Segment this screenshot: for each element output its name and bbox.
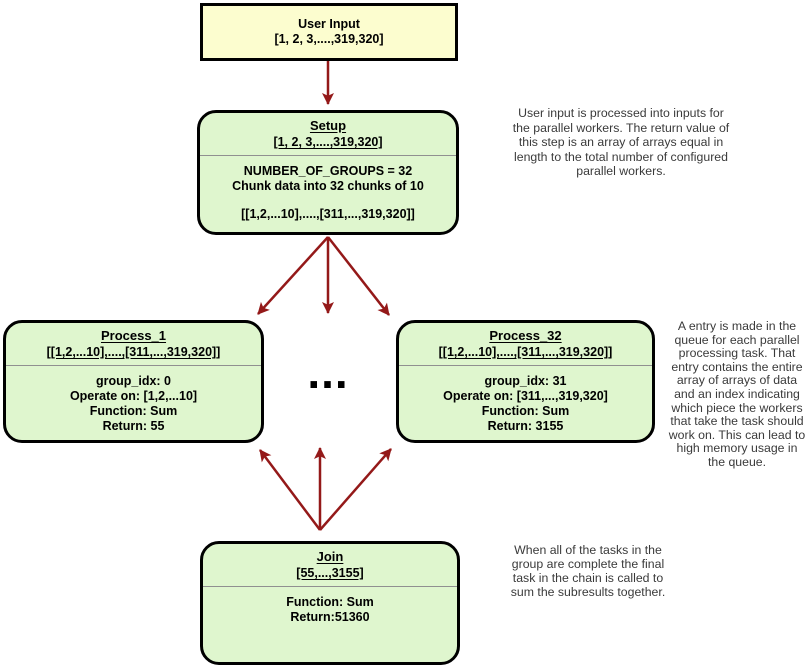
setup-body [200,156,456,222]
annotation-line: sum the subresults together. [510,585,666,599]
process-32-body [399,366,652,434]
join-input-array: [55,...,3155] [296,566,364,580]
node-process-1 [3,320,264,443]
process-32-title: Process_32 [489,328,562,343]
process-1-body-line: group_idx: 0 [95,374,171,388]
process-1-body-line: Operate on: [1,2,...10] [69,389,198,403]
annotation-line: group are complete the final [511,557,665,571]
process-1-body-line: Function: Sum [89,404,178,418]
annotation-line: this step is an array of arrays equal in [518,135,724,150]
annotation-line: array of arrays of data [676,373,798,388]
process-32-header [399,323,652,360]
process-32-body-line: group_idx: 31 [484,374,567,388]
setup-header [200,113,456,150]
process-32-body-line: Operate on: [311,...,319,320] [443,389,608,403]
process-1-header [6,323,261,360]
process-32-body-line: Function: Sum [481,404,570,418]
annotation-line: User input is processed into inputs for [518,106,724,120]
annotation-line: parallel workers. [576,164,666,179]
node-user-input [200,3,458,61]
annotation-line: processing task. That [678,346,796,361]
join-body [203,587,457,625]
join-body-line: Function: Sum [286,595,374,609]
join-header [203,544,457,581]
annotation-line: When all of the tasks in the [514,543,662,557]
process-1-body [6,366,261,434]
annotation-line: the parallel workers. The return value of [512,120,730,135]
user-input-value: [1, 2, 3,....,319,320] [274,32,384,46]
join-title: Join [316,549,344,564]
annotation-line: task in the chain is called to [512,571,664,585]
annotation-line: work on. This can lead to [668,427,806,442]
annotation-line: length to the total number of configured [514,149,728,164]
arrow-join-to-process-1 [260,450,320,530]
annotation-line: the queue. [707,454,767,469]
process-1-input-array: [[1,2,...10],....,[311,...,319,320]] [46,345,221,359]
process-1-body-line: Return: 55 [102,419,165,433]
setup-title: Setup [309,118,347,133]
ellipsis-more-processes: ... [307,346,349,398]
annotation-line: that take the task should [670,414,804,429]
arrow-setup-to-process-32 [328,237,389,315]
annotation-line: and an index indicating [674,386,800,401]
setup-input-array: [1, 2, 3,....,319,320] [273,135,383,149]
setup-body-line: Chunk data into 32 chunks of 10 [232,179,424,193]
annotation-setup [461,106,781,179]
setup-output-array: [[1,2,...10],....,[311,...,319,320]] [241,207,415,221]
node-process-32 [396,320,655,443]
arrow-setup-to-process-1 [258,237,328,314]
process-1-title: Process_1 [100,328,167,343]
process-32-input-array: [[1,2,...10],....,[311,...,319,320]] [438,345,613,359]
user-input-title: User Input [298,17,360,31]
process-32-body-line: Return: 3155 [487,419,564,433]
node-join [200,541,460,665]
setup-body-line: NUMBER_OF_GROUPS = 32 [243,164,413,178]
annotation-line: queue for each parallel [674,332,800,347]
annotation-line: A entry is made in the [677,319,797,333]
annotation-line: high memory usage in [676,441,798,456]
join-body-line: Return:51360 [290,610,370,624]
annotation-line: entry contains the entire [671,359,803,374]
annotation-queue [662,320,812,470]
annotation-line: which piece the workers [671,400,803,415]
arrow-join-to-process-32 [320,449,391,530]
annotation-join [488,543,688,599]
node-setup [197,110,459,235]
